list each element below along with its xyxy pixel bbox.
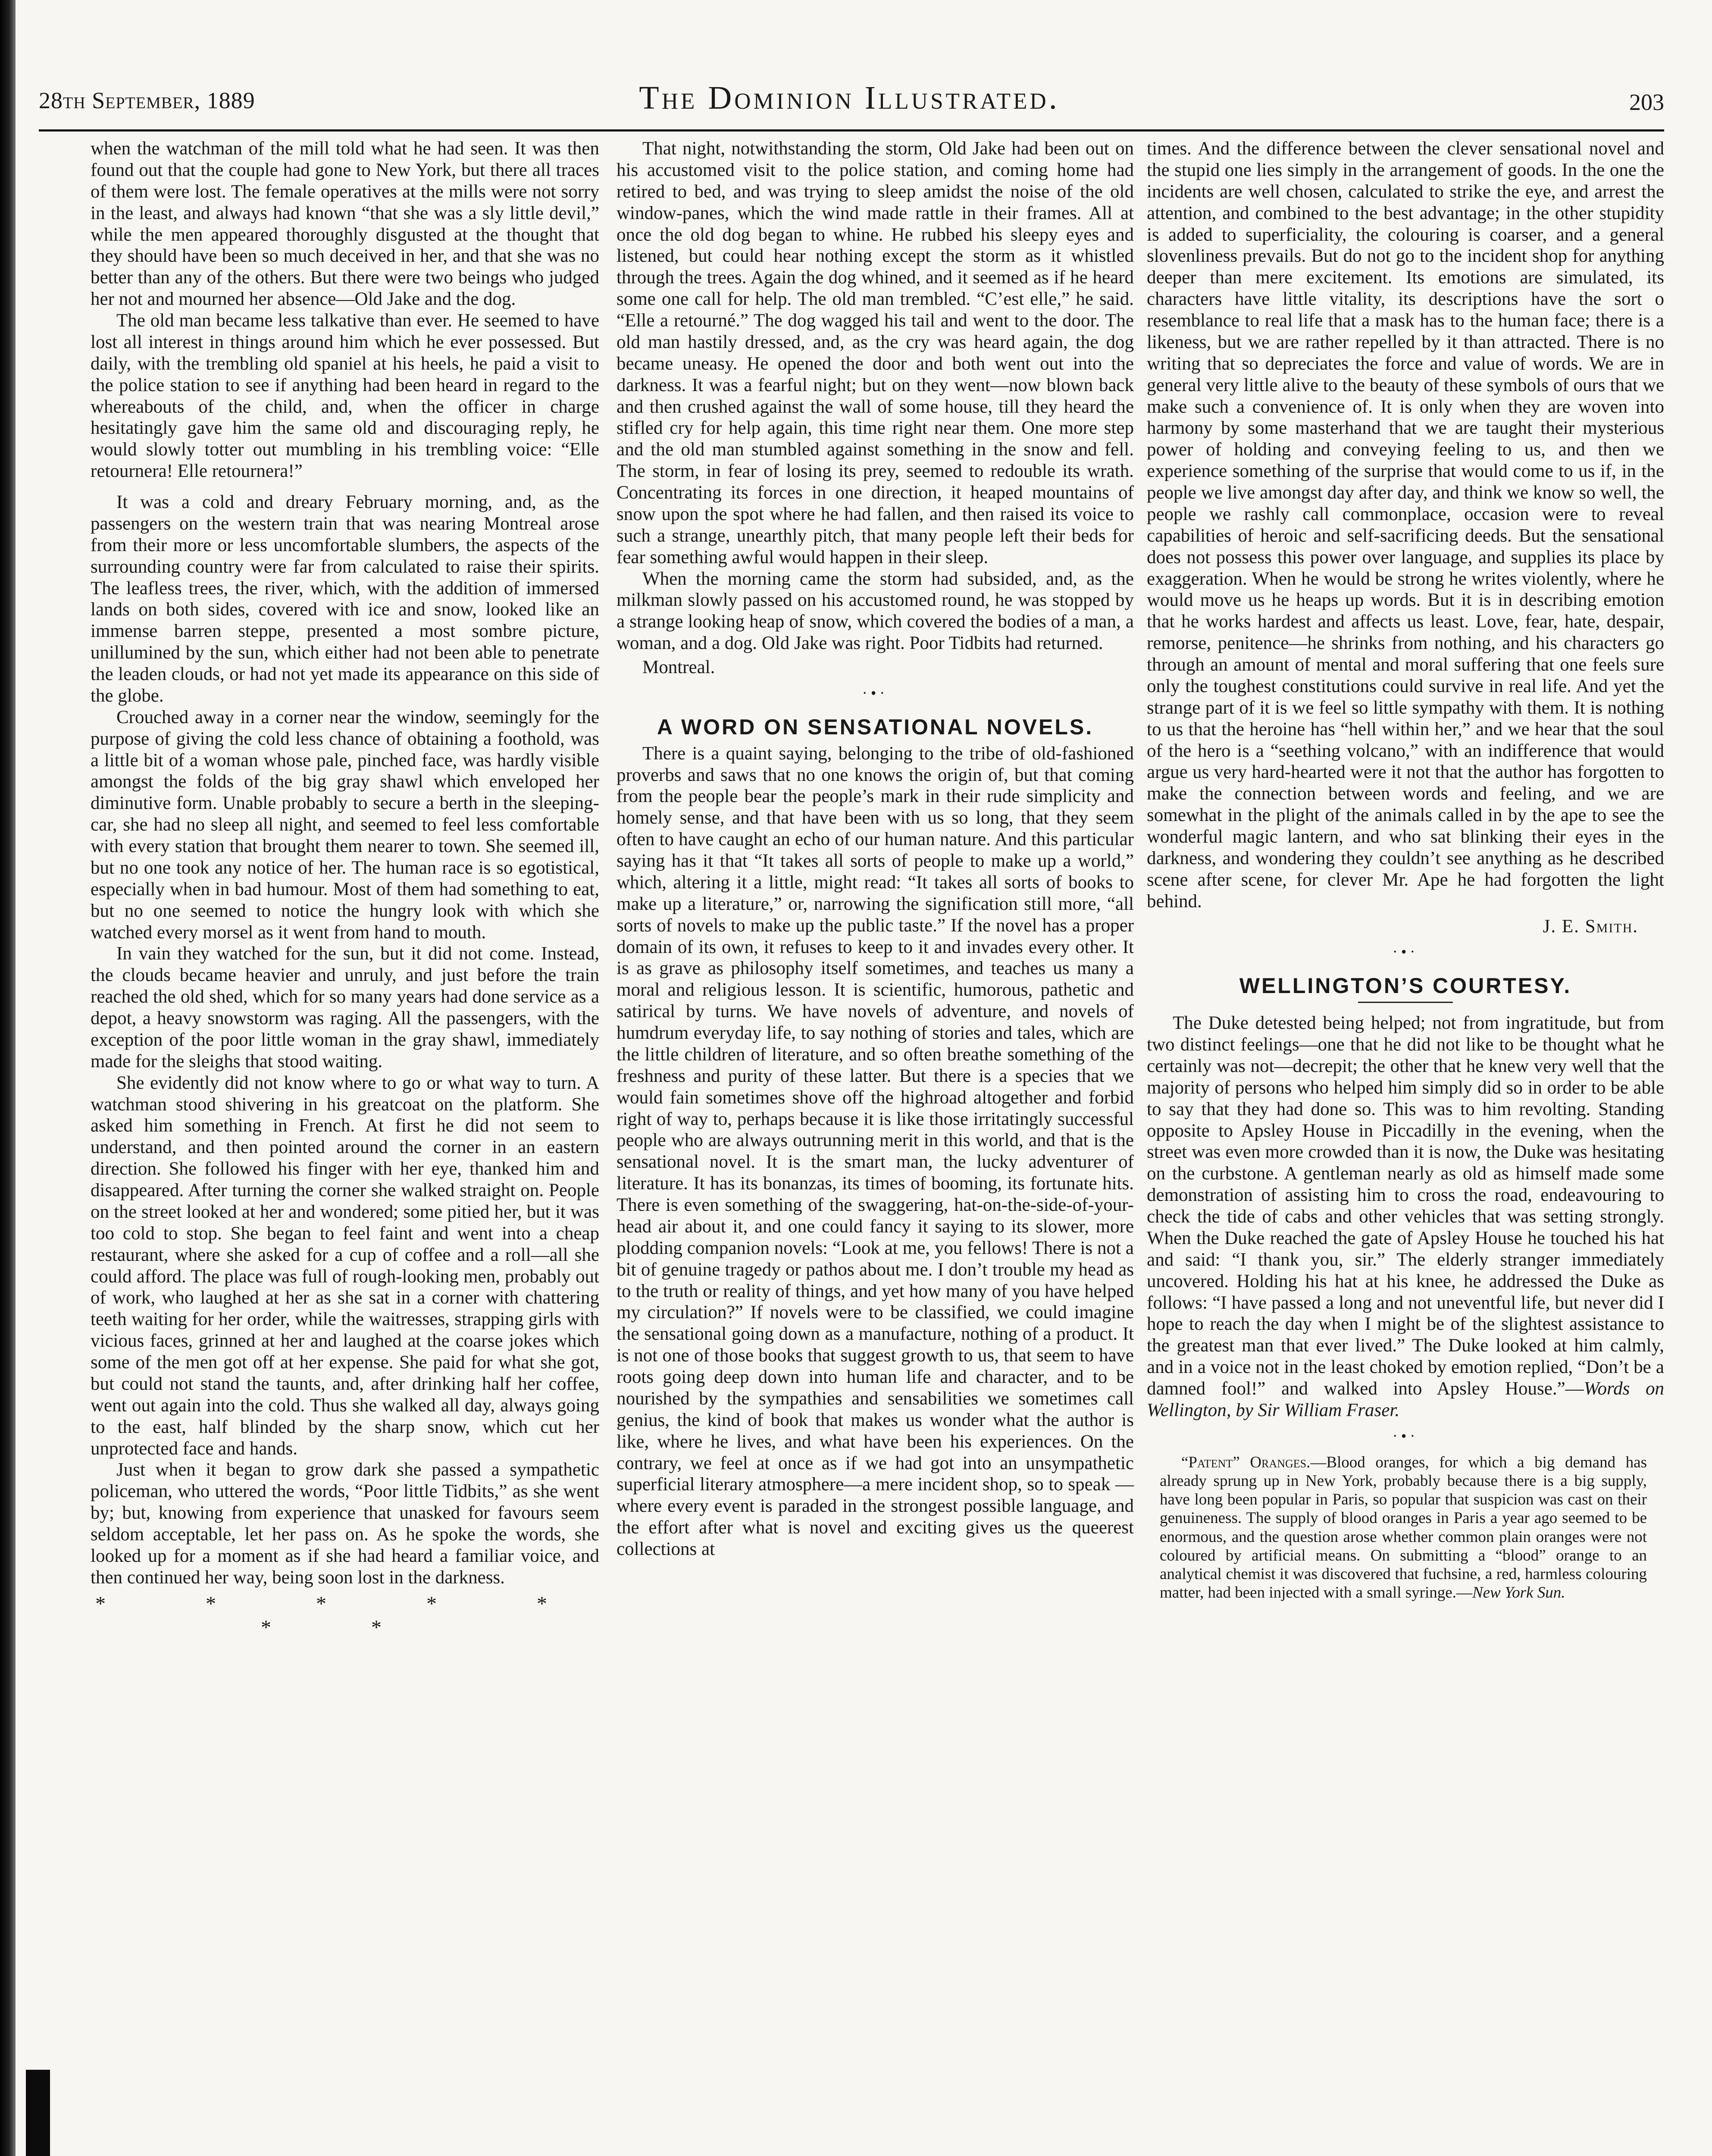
note-body: —Blood oranges, for which a big demand has already sprung up in New York, probably because there is a big supply, have long been popular in Paris, so popular that suspicion was cast on their genuineness. The supply of blood oranges in Paris a year ago seemed to be enormous, and the question arose whether common plain oranges were not coloured by artificial means. On submitting a “blood” orange to an analytical chemist it was discovered that fuchsine, a red, harmless colouring matter, had been injected with a small syringe.— (1160, 1453, 1647, 1602)
story-paragraph: She evidently did not know where to go or what way to turn. A watchman stood shivering in his greatcoat on the platform. She asked him something in French. At first he did not seem to understand, and then pointed around the corner in an eastern direction. She followed his finger with her eye, thanked him and disappeared. After turning the corner she walked straight on. People on the street looked at her and wondered; some pitied her, but it was too cold to stop. She began to feel faint and went into a cheap restaurant, where she asked for a cup of coffee and a roll—all she could afford. The place was full of rough-looking men, probably out of work, who laughed at her as she sat in a corner with chattering teeth waiting for her order, while the waitresses, strapping girls with vicious faces, grinned at her and laughed at the coarse jokes which some of the men got off at her expense. She paid for what she got, but could not stand the taunts, and, after drinking half her coffee, went out again into the cold. Thus she walked all day, always going to the east, half blinded by the sharp snow, which cut her unprotected face and hands. (91, 1072, 599, 1459)
divider-ornament: ·•· (862, 684, 889, 702)
note-source: New York Sun. (1472, 1584, 1565, 1602)
note-title: “Patent” Oranges. (1181, 1453, 1311, 1471)
header-rule (39, 129, 1664, 132)
article-paragraph: times. And the difference between the clever sensational novel and the stupid one lies simply in the arrangement of goods. In the one the incidents are well chosen, calculated to strike the eye, and arrest the attention, and combined to the best advantage; in the other stupidity is added to superficiality, the colouring is coarser, and a general slovenliness prevails. But do not go to the incident shop for anything deeper than mere excitement. Its emotions are simulated, its characters have little vitality, its descriptions have the sort o resemblance to real life that a mask has to the human face; there is a likeness, but we are rather repelled by it than attracted. There is no writing that so depreciates the force and value of words. We are in general very little alive to the beauty of these symbols of ours that we make such a convenience of. It is only when they are woven into harmony by some masterhand that we are taught their mysterious power of holding and conveying feeling to us, and then we experience something of the surprise that would come to us if, in the people we live amongst day after day, and think we know so well, the people we rashly call commonplace, occasion were to reveal capabilities of heroic and self-sacrificing deeds. But the sensational does not possess this power over language, and supplies its place by exaggeration. When he would be strong he writes violently, where he would move us he heaps up words. But it is in describing emotion that he works hardest and affects us least. Love, fear, hate, despair, remorse, penitence—he shrinks from nothing, and his characters go through an amount of mental and moral suffering that one feels sure only the toughest constitutions could survive in real life. And yet the strange part of it is we feel so little sympathy with them. It is nothing to us that the heroine has “hell within her,” and we hear that the soul of the hero is a “seething volcano,” with an indifference that would argue us very hard-hearted were it not that the author has forgotten to make the connection between words and feeling, and we are somewhat in the plight of the animals called in by the ape to see the wonderful magic lantern, and who sat blinking their eyes in the darkness, and wondering they couldn’t see anything as he described scene after scene, for clever Mr. Ape he had forgotten the light behind. (1147, 138, 1664, 912)
page-header (34, 78, 1664, 129)
issue-date: 28th September, 1889 (39, 88, 255, 113)
column-2 (617, 138, 1134, 1560)
heading-rule (1358, 1002, 1453, 1003)
page-binding-edge (0, 0, 16, 2156)
story-paragraph: The old man became less talkative than ever. He seemed to have lost all interest in things around him which he ever possessed. But daily, with the trembling old spaniel at his heels, he paid a visit to the police station to see if anything had been heard in regard to the whereabouts of the child, and, when the officer in charge hesitatingly gave him the same old and discouraging reply, he would slowly totter out mumbling in his trembling voice: “Elle retournera! Elle retournera!” (91, 310, 599, 482)
story-dateline: Montreal. (642, 657, 715, 677)
story-paragraph: Just when it began to grow dark she passed a sympathetic policeman, who uttered the words, “Poor little Tidbits,” as she went by; but, knowing from experience that unasked for favours seem seldom acceptable, let her pass on. As he spoke the words, she looked up for a moment as if she had heard a familiar voice, and then continued her way, being soon lost in the darkness. (91, 1460, 599, 1588)
story-paragraph: Crouched away in a corner near the window, seemingly for the purpose of giving the cold less chance of obtaining a foothold, was a little bit of a woman whose pale, pinched face, was hardly visible amongst the folds of the big gray shawl which enveloped her diminutive form. Unable probably to secure a berth in the sleeping-car, she had no sleep all night, and seemed to feel less comfortable with every station that brought them nearer to town. She seemed ill, but no one took any notice of her. The human race is so egotistical, especially when in bad humour. Most of them had something to eat, but no one seemed to notice the hungry look with which she watched every morsel as it went from hand to mouth. (91, 707, 599, 943)
story-paragraph: when the watchman of the mill told what he had seen. It was then found out that the couple had gone to New York, but there all traces of them were lost. The female operatives at the mills were not sorry in the least, and always had known “that she was a sly little devil,” while the men appeared thoroughly disgusted at the thought that they should have been so much deceived in her, and that she was no better than any of the others. But there were two beings who judged her not and mourned her absence—Old Jake and the dog. (91, 138, 599, 310)
publication-title: The Dominion Illustrated. (639, 80, 1060, 116)
wellington-text: The Duke detested being helped; not from ingratitude, but from two distinct feelings—one that he did not like to be thought what he certainly was not—decrepit; the other that he knew very well that the majority of persons who helped him simply did so in order to be able to say that they had done so. This was to him revolting. Standing opposite to Apsley House in Piccadilly in the evening, when the street was even more crowded than it is now, the Duke was hesitating on the curbstone. A gentleman nearly as old as himself made some demonstration of assisting him to cross the road, endeavouring to check the tide of cabs and other vehicles that was setting strongly. When the Duke reached the gate of Apsley House he touched his hat and said: “I thank you, sir.” The elderly stranger immediately uncovered. Holding his hat at his knee, he addressed the Duke as follows: “I have passed a long and not uneventful life, but never did I hope to reach the day when I might be of the slightest assistance to the greatest man that ever lived.” The Duke looked at him calmly, and in a voice not in the least choked by emotion replied, “Don’t be a damned fool!” and walked into Apsley House.”— (1147, 1013, 1664, 1399)
column-3 (1147, 138, 1664, 1602)
divider-ornament: ·•· (1392, 943, 1419, 961)
wellington-source: Words on Wellington, by Sir William Fraser. (1147, 1379, 1664, 1420)
note-paragraph (1160, 1453, 1647, 1602)
oranges-note (1160, 1453, 1647, 1602)
page-number: 203 (1629, 89, 1664, 115)
story-paragraph: It was a cold and dreary February morning, and, as the passengers on the western train that was nearing Montreal arose from their more or less uncomfortable slumbers, the aspects of the surrounding country were far from calculated to raise their spirits. The leafless trees, the river, which, with the addition of immersed lands on both sides, covered with ice and snow, looked like an immense barren steppe, presented a most sombre picture, unillumined by the sun, which either had not been able to penetrate the leaden clouds, or had not yet made its appearance on this side of the globe. (91, 492, 599, 706)
article-paragraph (1147, 1012, 1664, 1421)
story-paragraph: When the morning came the storm had subsided, and, as the milkman slowly passed on his accustomed round, he was stopped by a strange looking heap of snow, which covered the bodies of a man, a woman, and a dog. Old Jake was right. Poor Tidbits had returned. (617, 568, 1134, 654)
section-break-stars: * * * * * * * (95, 1592, 595, 1639)
story-paragraph: That night, notwithstanding the storm, Old Jake had been out on his accustomed visit to the police station, and coming home had retired to bed, and was trying to sleep amidst the noise of the old window-panes, which the wind made rattle in their frames. All at once the old dog began to whine. He rubbed his sleepy eyes and listened, but could hear nothing except the storm as it whistled through the trees. Again the dog whined, and it seemed as if he heard some one call for help. The old man trembled. “C’est elle,” he said. “Elle a retourné.” The dog wagged his tail and went to the door. The old man hastily dressed, and, as the cry was heard again, the dog became uneasy. He opened the door and both went out into the darkness. It was a fearful night; but on they went—now blown back and then crushed against the wall of some house, till they heard the stifled cry for help again, this time right near them. One more step and the old man stumbled against something in the snow and fell. The storm, in fear of losing its prey, seemed to redouble its wrath. Concentrating its forces in one direction, it heaped mountains of snow upon the spot where he had fallen, and then raised its voice to such a strange, unearthly pitch, that many people left their beds for fear something awful would happen in their sleep. (617, 138, 1134, 567)
story-paragraph: In vain they watched for the sun, but it did not come. Instead, the clouds became heavier and unruly, and just before the train reached the old shed, which for so many years had done service as a depot, a heavy snowstorm was raging. All the passengers, with the exception of the poor little woman in the gray shawl, immediately made for the sleighs that stood waiting. (91, 943, 599, 1072)
binding-shadow (26, 2070, 50, 2156)
article-heading-wellington: WELLINGTON’S COURTESY. (1239, 974, 1572, 998)
article-signature: J. E. Smith. (1543, 916, 1638, 937)
column-1 (91, 138, 599, 1640)
article-heading-sensational-novels: A WORD ON SENSATIONAL NOVELS. (657, 714, 1094, 739)
article-paragraph: There is a quaint saying, belonging to the tribe of old-fashioned proverbs and saws that no one knows the origin of, but that coming from the people bear the people’s mark in their rude simplicity and homely sense, and that have been with us so long, that they seem often to have caught an echo of our human nature. And this particular saying has it that “It takes all sorts of people to make up a world,” which, altering it a little, might read: “It takes all sorts of books to make up a literature,” or, narrowing the signification still more, “all sorts of novels to make up the public taste.” If the novel has a proper domain of its own, it refuses to keep to it and invades every other. It is as grave as philosophy itself sometimes, and teaches us many a moral and religious lesson. It is scientific, humorous, pathetic and satirical by turns. We have novels of adventure, and novels of humdrum everyday life, to say nothing of stories and tales, which are the little children of literature, and so often breathe something of the freshness and purity of these latter. But there is a species that we would fain sometimes shove off the highroad altogether and forbid right of way to, perhaps because it is like those irritatingly successful people who are always outrunning merit in this world, and that is the sensational novel. It is the smart man, the lucky adventurer of literature. It has its bonanzas, its times of booming, its fortunate hits. There is even something of the swaggering, hat-on-the-side-of-your-head air about it, and one could fancy it saying to its slower, more plodding companion novels: “Look at me, you fellows! There is not a bit of genuine tragedy or pathos about me. I don’t trouble my head as to the truth or reality of things, and yet how many of you have helped my circulation?” If novels were to be classified, we could imagine the sensational going down as a manufacture, nothing of a product. It is not one of those books that suggest growth to us, that seem to have roots going deep down into human life and character, and to be nourished by the sympathies and sensabilities we sometimes call genius, the kind of book that makes us wonder what the author is like, where he lives, and what have been his experiences. On the contrary, we feel at once as if we had got into an unsympathetic superficial literary atmosphere—a mere incident shop, so to speak —where every event is paraded in the strongest possible language, and the effort after what is novel and exciting gives us the queerest collections at (617, 743, 1134, 1559)
divider-ornament: ·•· (1392, 1427, 1419, 1445)
